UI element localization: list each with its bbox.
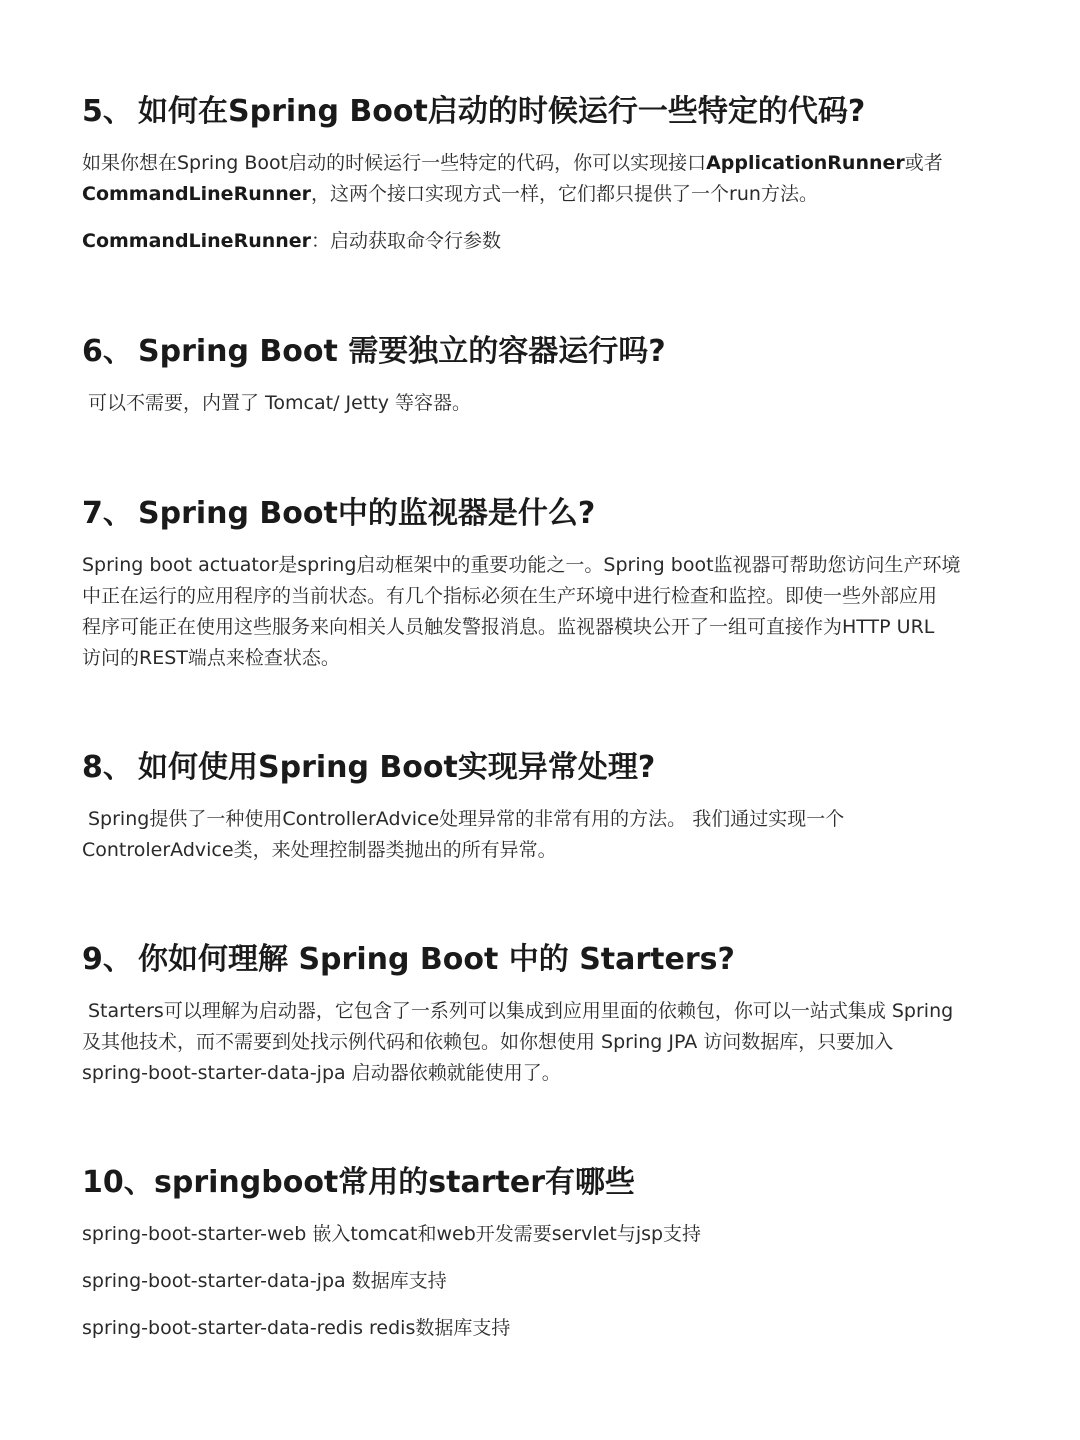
section-6 [82, 332, 1002, 419]
commandline-runner-label: CommandLineRunner [82, 230, 312, 252]
application-runner-term: ApplicationRunner [706, 152, 905, 174]
starter-list-item: spring-boot-starter-data-jpa 数据库支持 [82, 1270, 447, 1292]
section-7-line: 程序可能正在使用这些服务来向相关人员触发警报消息。监视器模块公开了一组可直接作为HTTP URL [82, 616, 935, 638]
section-8 [82, 748, 1002, 866]
section-10-title: springboot常用的starter有哪些 [154, 1165, 635, 1200]
section-9-line: spring-boot-starter-data-jpa 启动器依赖就能使用了。 [82, 1062, 561, 1084]
starter-list-item: spring-boot-starter-web 嵌入tomcat和web开发需要servlet与jsp支持 [82, 1223, 702, 1245]
section-5-number: 5、 [82, 94, 133, 129]
section-9-paragraph [82, 996, 1002, 1089]
section-10-number: 10、 [82, 1165, 154, 1200]
section-8-paragraph [82, 804, 1002, 866]
section-6-paragraph: 可以不需要，内置了 Tomcat/ Jetty 等容器。 [88, 392, 472, 414]
section-7-heading [82, 494, 1002, 534]
section-5-paragraph-2 [82, 226, 1002, 257]
section-5-text-or: 或者 [904, 152, 943, 174]
section-8-heading [82, 748, 1002, 788]
section-7-paragraph [82, 550, 1002, 674]
section-5-text-end: ，这两个接口实现方式一样，它们都只提供了一个run方法。 [311, 183, 818, 205]
section-9-line: Starters可以理解为启动器，它包含了一系列可以集成到应用里面的依赖包，你可以一站式集成 Spring [88, 1000, 954, 1022]
section-7-number: 7、 [82, 496, 133, 531]
section-8-line: ControlerAdvice类，来处理控制器类抛出的所有异常。 [82, 839, 557, 861]
section-7-line: 访问的REST端点来检查状态。 [82, 647, 340, 669]
section-7-title: Spring Boot中的监视器是什么? [138, 496, 596, 531]
section-6-title: Spring Boot 需要独立的容器运行吗? [138, 334, 666, 369]
section-10 [82, 1163, 1002, 1344]
section-9-number: 9、 [82, 942, 133, 977]
section-7 [82, 494, 1002, 674]
section-6-heading [82, 332, 1002, 372]
section-9-title: 你如何理解 Spring Boot 中的 Starters? [138, 942, 735, 977]
section-6-number: 6、 [82, 334, 133, 369]
section-9-heading [82, 940, 1002, 980]
section-7-line: 中正在运行的应用程序的当前状态。有几个指标必须在生产环境中进行检查和监控。即使一些外部应用 [82, 585, 938, 607]
section-5-heading [82, 92, 1002, 132]
section-8-title: 如何使用Spring Boot实现异常处理? [138, 750, 656, 785]
section-9 [82, 940, 1002, 1089]
section-8-number: 8、 [82, 750, 133, 785]
section-5 [82, 92, 1002, 257]
starter-list-item: spring-boot-starter-data-redis redis数据库支持 [82, 1317, 511, 1339]
commandline-runner-term: CommandLineRunner [82, 183, 312, 205]
section-5-paragraph-1 [82, 148, 1002, 210]
section-10-heading [82, 1163, 1002, 1203]
section-7-line: Spring boot actuator是spring启动框架中的重要功能之一。Spring boot监视器可帮助您访问生产环境 [82, 554, 961, 576]
section-5-title: 如何在Spring Boot启动的时候运行一些特定的代码? [138, 94, 866, 129]
commandline-runner-desc: ：启动获取命令行参数 [311, 230, 502, 252]
section-8-line: Spring提供了一种使用ControllerAdvice处理异常的非常有用的方法。 我们通过实现一个 [88, 808, 845, 830]
section-5-text: 如果你想在Spring Boot启动的时候运行一些特定的代码，你可以实现接口 [82, 152, 707, 174]
section-9-line: 及其他技术，而不需要到处找示例代码和依赖包。如你想使用 Spring JPA 访问数据库，只要加入 [82, 1031, 894, 1053]
